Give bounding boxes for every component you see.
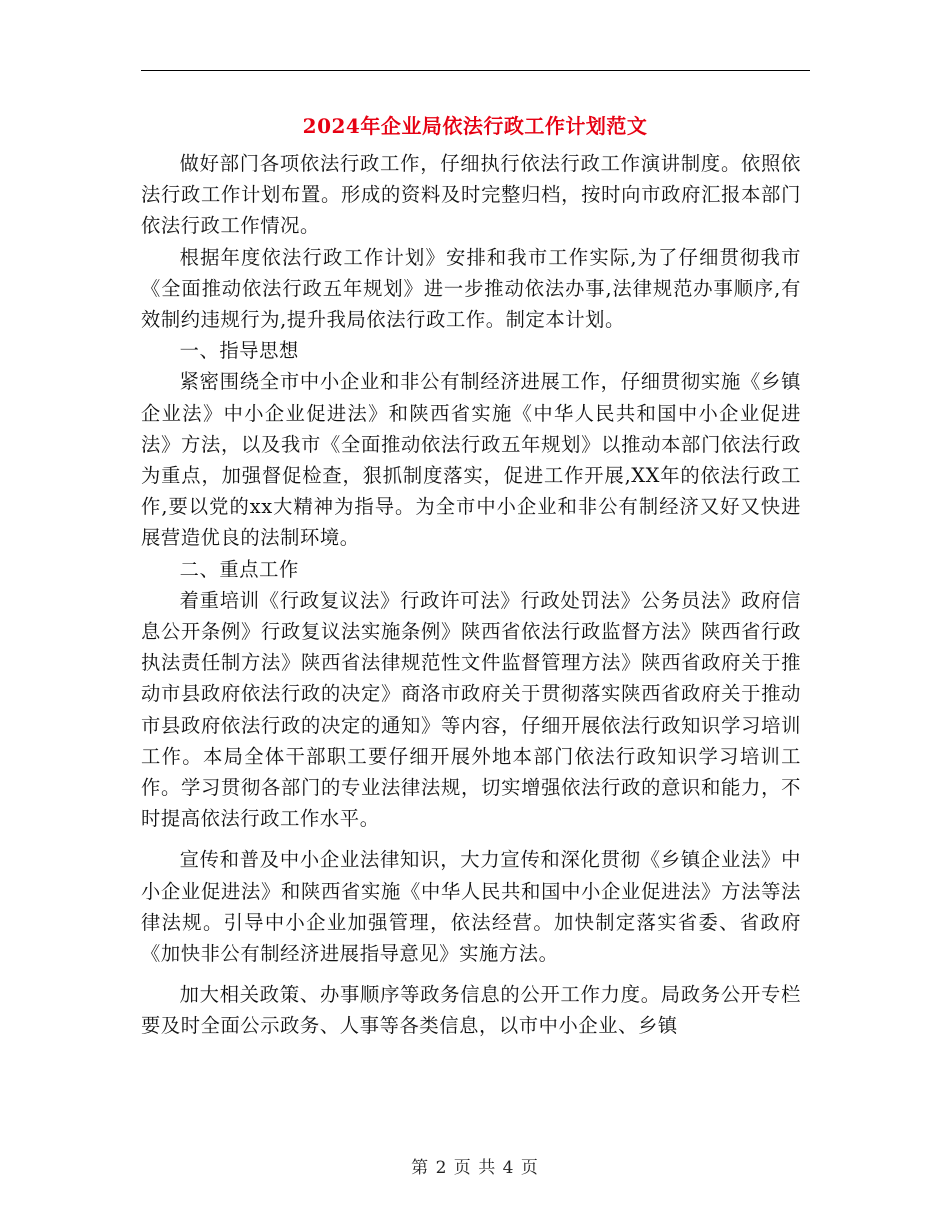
document-body	[141, 148, 801, 1042]
paragraph-publicity: 宣传和普及中小企业法律知识，大力宣传和深化贯彻《乡镇企业法》中小企业促进法》和陕西省实施《中华人民共和国中小企业促进法》方法等法律法规。引导中小企业加强管理，依法经营。加快制定落实省委、省政府《加快非公有制经济进展指导意见》实施方法。	[141, 848, 801, 966]
paragraph-disclosure: 加大相关政策、办事顺序等政务信息的公开工作力度。局政务公开专栏要及时全面公示政务、人事等各类信息，以市中小企业、乡镇	[141, 983, 801, 1038]
paragraph-basis: 根据年度依法行政工作计划》安排和我市工作实际,为了仔细贯彻我市《全面推动依法行政五年规划》进一步推动依法办事,法律规范办事顺序,有效制约违规行为,提升我局依法行政工作。制定本计划。	[141, 245, 801, 332]
document-title: 2024年企业局依法行政工作计划范文	[302, 114, 648, 138]
section-heading-key-work: 二、重点工作	[179, 557, 299, 581]
header-rule	[141, 70, 810, 71]
section-heading-guiding-thought: 一、指导思想	[179, 339, 299, 363]
paragraph-guiding-thought: 紧密围绕全市中小企业和非公有制经济进展工作，仔细贯彻实施《乡镇企业法》中小企业促进法》和陕西省实施《中华人民共和国中小企业促进法》方法，以及我市《全面推动依法行政五年规划》以推动本部门依法行政为重点，加强督促检查，狠抓制度落实，促进工作开展,XX年的依法行政工作,要以党的xx大精神为指导。为全市中小企业和非公有制经济又好又快进展营造优良的法制环境。	[141, 370, 801, 550]
page-number-footer: 第 2 页 共 4 页	[411, 1158, 539, 1178]
paragraph-training: 着重培训《行政复议法》行政许可法》行政处罚法》公务员法》政府信息公开条例》行政复议法实施条例》陕西省依法行政监督方法》陕西省行政执法责任制方法》陕西省法律规范性文件监督管理方法》陕西省政府关于推动市县政府依法行政的决定》商洛市政府关于贯彻落实陕西省政府关于推动市县政府依法行政的决定的通知》等内容，仔细开展依法行政知识学习培训工作。本局全体干部职工要仔细开展外地本部门依法行政知识学习培训工作。学习贯彻各部门的专业法律法规，切实增强依法行政的意识和能力，不时提高依法行政工作水平。	[141, 588, 801, 831]
paragraph-intro: 做好部门各项依法行政工作，仔细执行依法行政工作演讲制度。依照依法行政工作计划布置。形成的资料及时完整归档，按时向市政府汇报本部门依法行政工作情况。	[141, 152, 801, 238]
